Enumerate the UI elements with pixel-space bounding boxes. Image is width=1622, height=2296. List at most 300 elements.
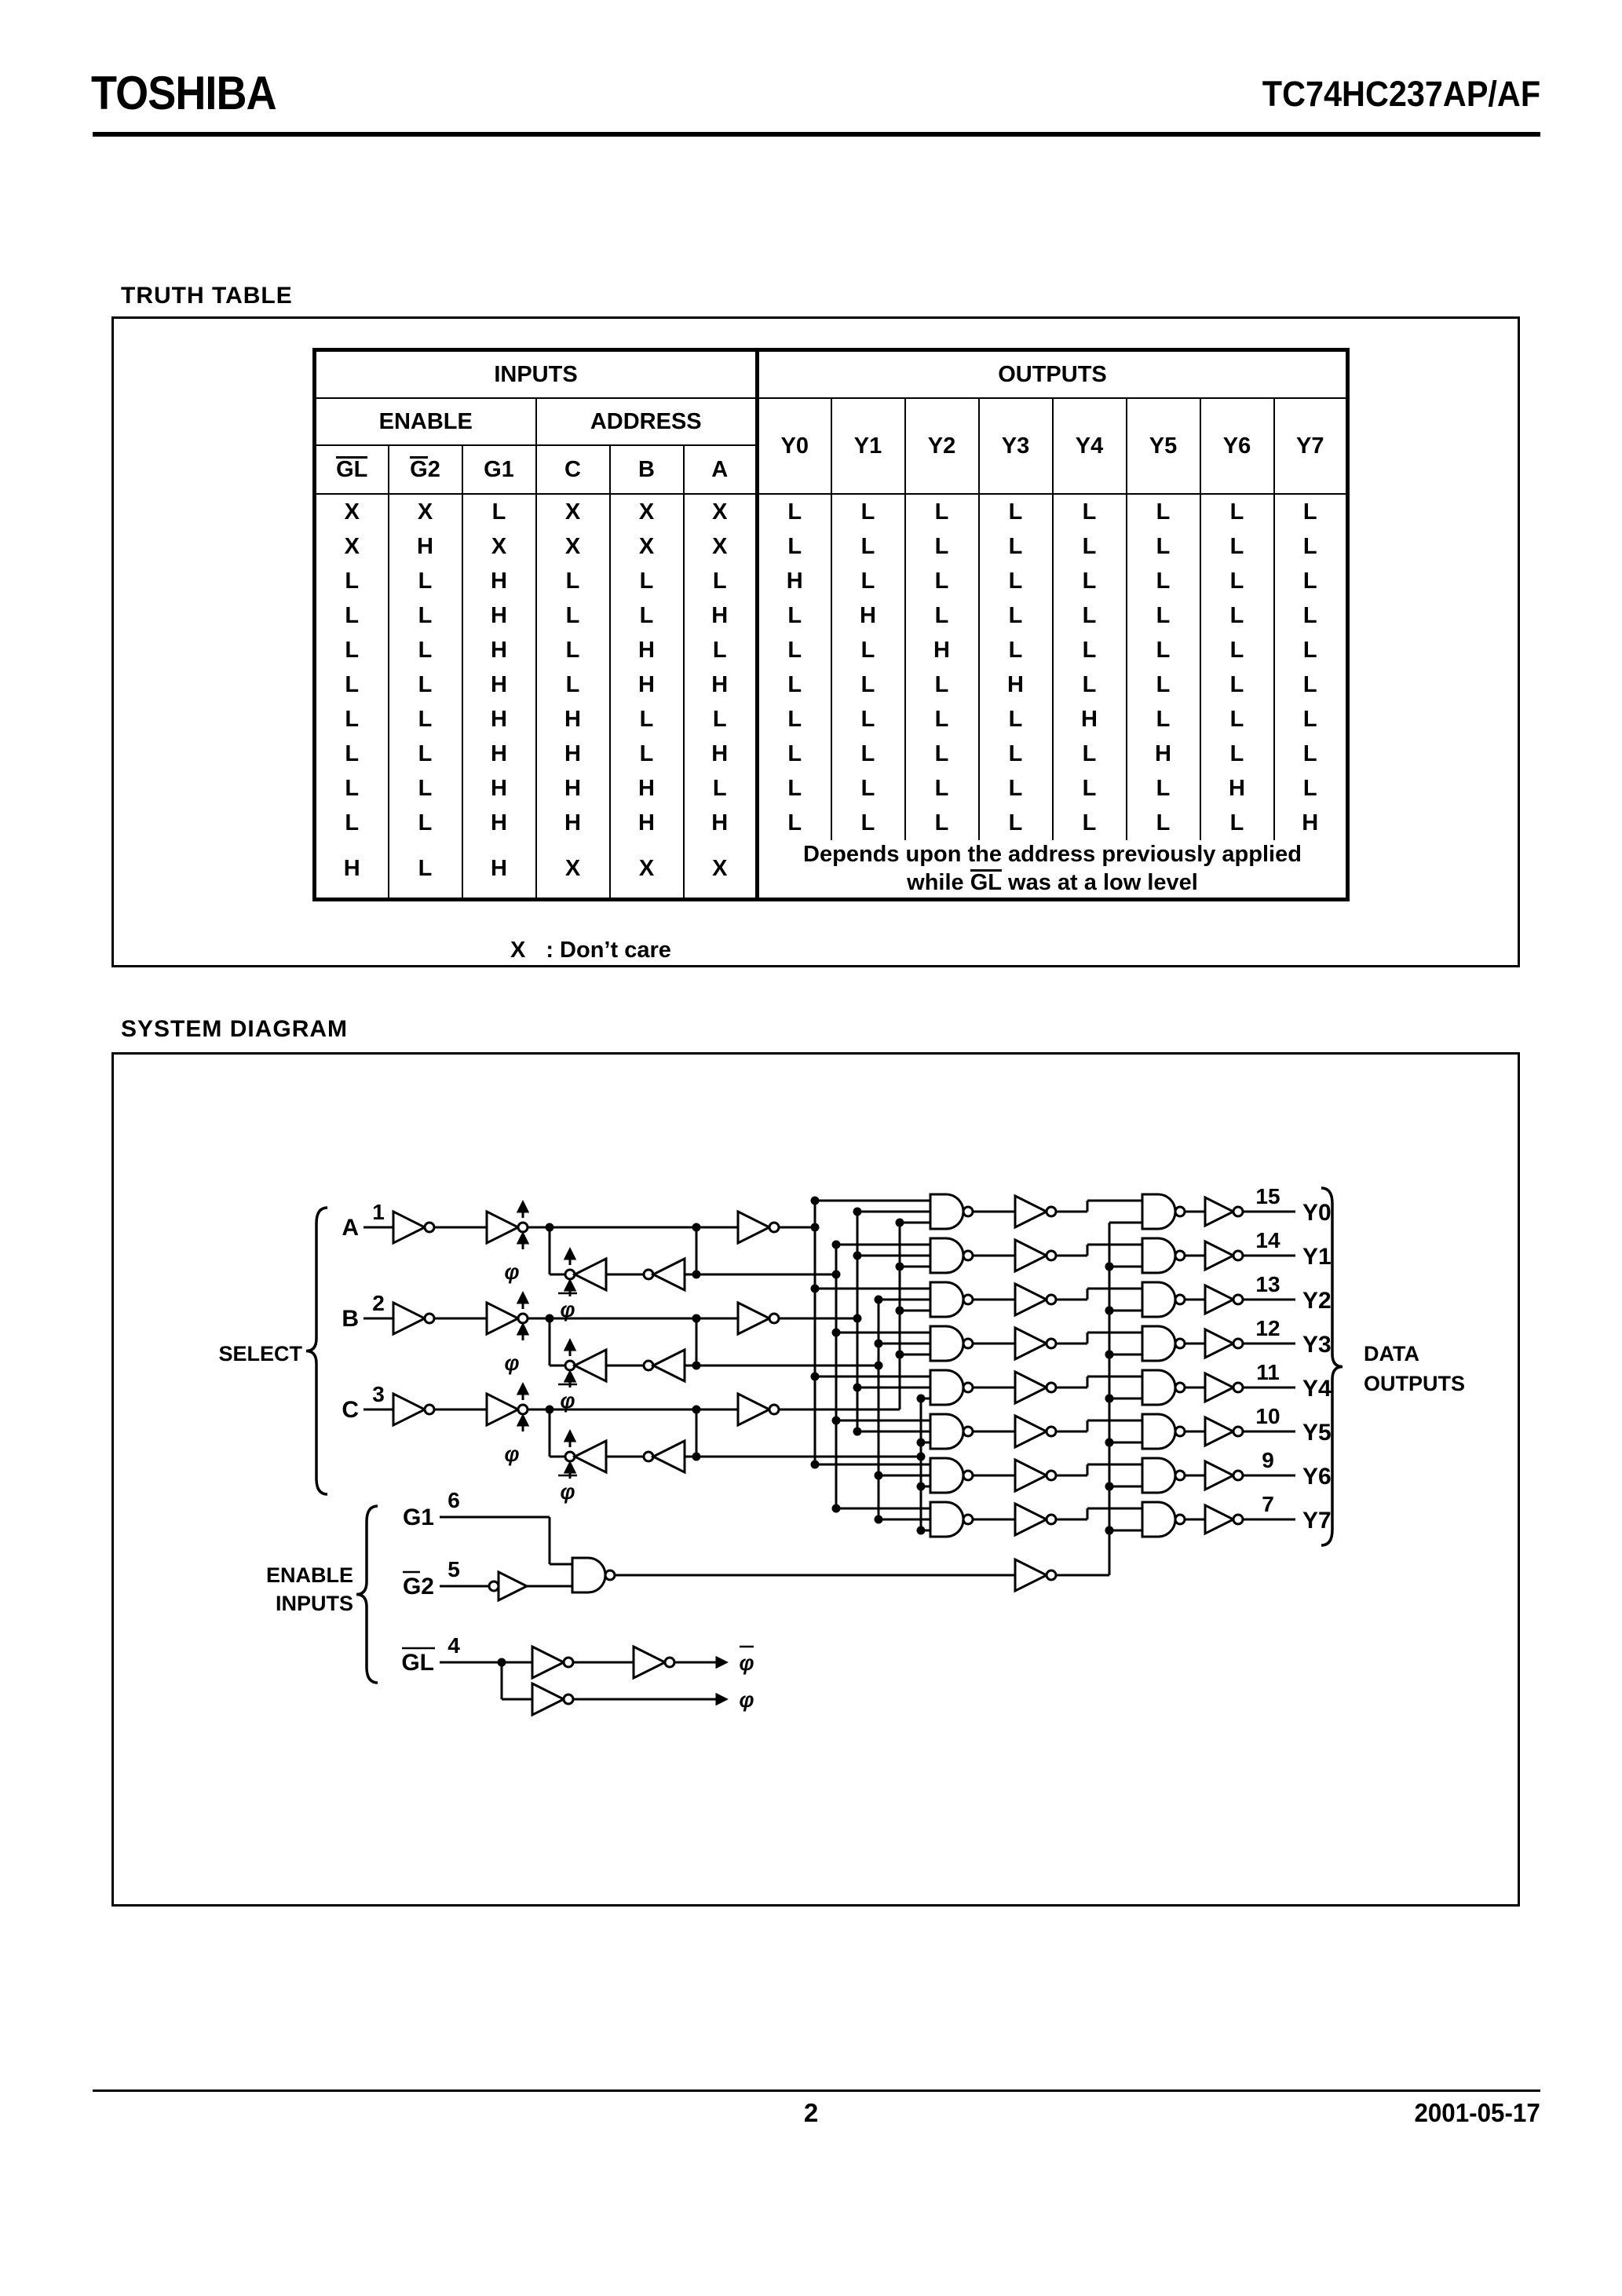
truth-table-cell: L (758, 494, 831, 529)
decode-nand-gate (930, 1238, 973, 1273)
truth-table-cell: L (979, 494, 1053, 529)
truth-table-cell: H (462, 667, 536, 702)
junction-dot (811, 1197, 820, 1205)
latch-inverter-gate (644, 1350, 685, 1381)
inverter-gate (1015, 1196, 1056, 1227)
g2-overline-label: G (410, 457, 428, 482)
pin-number: 1 (372, 1200, 385, 1224)
truth-table-cell: H (462, 598, 536, 633)
truth-table-cell: L (979, 564, 1053, 598)
truth-table-cell: L (610, 598, 684, 633)
truth-table-cell: L (905, 771, 979, 806)
truth-table-cell: L (1127, 806, 1200, 840)
truth-table-cell: L (979, 702, 1053, 737)
truth-table-cell: L (979, 598, 1053, 633)
truth-table-cell: X (684, 529, 758, 564)
junction-dot (875, 1340, 883, 1348)
truth-table-cell: L (1053, 633, 1127, 667)
truth-table-cell: L (536, 667, 610, 702)
inverter-gate (393, 1212, 434, 1243)
col-header-gl (315, 445, 389, 494)
phi-bar-label: φ (560, 1480, 575, 1504)
output-pin-number: 9 (1262, 1448, 1274, 1472)
output-nand-gate (1142, 1194, 1185, 1229)
truth-table-cell: L (758, 598, 831, 633)
junction-dot (1105, 1307, 1114, 1315)
output-nand-gate (1142, 1370, 1185, 1405)
truth-table-cell: H (684, 737, 758, 771)
truth-table-cell: X (462, 529, 536, 564)
output-nand-gate (1142, 1326, 1185, 1361)
latch-clocked-inverter-gate (565, 1342, 606, 1387)
truth-table-cell: H (536, 737, 610, 771)
truth-table-cell: L (1200, 667, 1274, 702)
truth-table-cell: H (684, 806, 758, 840)
outputs-header: OUTPUTS (758, 350, 1348, 399)
inverter-gate (1015, 1328, 1056, 1359)
truth-table-cell: L (831, 633, 905, 667)
truth-table-cell: X (315, 494, 389, 529)
table-row (315, 702, 1348, 737)
truth-table-cell: L (462, 494, 536, 529)
junction-dot (832, 1241, 841, 1249)
col-header-y4: Y4 (1053, 398, 1127, 494)
pin-number: 2 (372, 1291, 385, 1315)
junction-dot (875, 1296, 883, 1304)
enable-group-label-2: INPUTS (275, 1592, 353, 1615)
gl-overline-label: GL (336, 457, 368, 482)
truth-table-cell: L (831, 702, 905, 737)
truth-table-cell: L (1200, 633, 1274, 667)
truth-table-cell: L (315, 806, 389, 840)
junction-dot (811, 1373, 820, 1381)
truth-table (312, 348, 1350, 901)
truth-table-cell: H (1127, 737, 1200, 771)
truth-table-cell: L (389, 564, 462, 598)
junction-dot (832, 1270, 841, 1279)
truth-table-cell: L (315, 702, 389, 737)
truth-table-cell: L (610, 702, 684, 737)
inverter-gate (1015, 1372, 1056, 1403)
phi-label: φ (504, 1260, 520, 1284)
col-header-y5: Y5 (1127, 398, 1200, 494)
table-row (315, 494, 1348, 529)
phi-bar-label: φ (560, 1298, 575, 1322)
truth-table-cell: H (389, 529, 462, 564)
junction-dot (853, 1252, 862, 1260)
decode-nand-gate (930, 1194, 973, 1229)
truth-table-cell: L (905, 598, 979, 633)
data-outputs-label-1: DATA (1364, 1342, 1419, 1366)
junction-dot (1105, 1351, 1114, 1359)
header-rule (93, 132, 1540, 137)
truth-table-cell: H (610, 667, 684, 702)
truth-table-cell: L (905, 564, 979, 598)
output-inverter-gate (1205, 1461, 1243, 1490)
gl-input-label: GL (401, 1650, 434, 1676)
phi-bar-output-label: φ (739, 1651, 754, 1675)
latch-clocked-inverter-gate (565, 1433, 606, 1479)
output-pin-number: 12 (1255, 1316, 1280, 1340)
truth-table-cell: H (979, 667, 1053, 702)
inverter-gate (1015, 1504, 1056, 1535)
inverter-gate (1015, 1460, 1056, 1491)
truth-table-cell: L (684, 771, 758, 806)
junction-dot (853, 1384, 862, 1392)
table-row (315, 564, 1348, 598)
inverter-gate (634, 1647, 674, 1678)
truth-table-cell: L (979, 633, 1053, 667)
output-label: Y4 (1302, 1376, 1332, 1402)
truth-table-cell: H (610, 633, 684, 667)
junction-dot (832, 1417, 841, 1425)
truth-table-cell: H (1274, 806, 1348, 840)
footnote-text: : Don’t care (546, 938, 671, 963)
decode-nand-gate (930, 1282, 973, 1317)
phi-output-label: φ (739, 1688, 754, 1712)
junction-dot (498, 1658, 506, 1667)
output-nand-gate (1142, 1458, 1185, 1493)
junction-dot (1105, 1526, 1114, 1535)
col-header-b: B (610, 445, 684, 494)
truth-table-cell: L (831, 667, 905, 702)
clocked-inverter-gate (487, 1386, 528, 1431)
junction-dot (917, 1439, 926, 1447)
truth-table-cell: L (389, 840, 462, 899)
truth-table-cell: L (979, 806, 1053, 840)
junction-dot (1105, 1483, 1114, 1491)
truth-table-cell: L (1127, 633, 1200, 667)
junction-dot (853, 1314, 862, 1323)
data-outputs-label-2: OUTPUTS (1364, 1372, 1466, 1395)
col-header-y0: Y0 (758, 398, 831, 494)
truth-table-cell: L (758, 667, 831, 702)
output-pin-number: 13 (1255, 1272, 1280, 1296)
truth-table-cell: L (1274, 737, 1348, 771)
output-inverter-gate (1205, 1285, 1243, 1314)
truth-table-cell: L (315, 564, 389, 598)
junction-dot (832, 1504, 841, 1513)
truth-table-cell: L (905, 667, 979, 702)
clocked-inverter-gate (487, 1295, 528, 1340)
table-row (315, 806, 1348, 840)
truth-table-cell: X (684, 494, 758, 529)
truth-table-cell: L (905, 702, 979, 737)
junction-dot (875, 1472, 883, 1480)
truth-table-cell: L (758, 806, 831, 840)
truth-table-cell: L (758, 702, 831, 737)
truth-table-cell: L (758, 633, 831, 667)
inputs-header: INPUTS (315, 350, 758, 399)
truth-table-cell: L (315, 633, 389, 667)
truth-table-cell: H (462, 806, 536, 840)
table-header-row (315, 350, 1348, 399)
pin-number: 3 (372, 1382, 385, 1406)
enable-group-label-1: ENABLE (265, 1563, 353, 1587)
truth-table-cell: L (1200, 529, 1274, 564)
latch-inverter-gate (644, 1441, 685, 1472)
truth-table-cell: H (462, 702, 536, 737)
decode-nand-gate (930, 1458, 973, 1493)
latch-inverter-gate (644, 1259, 685, 1290)
clocked-inverter-gate (487, 1204, 528, 1249)
truth-table-cell: L (1274, 598, 1348, 633)
select-input-label: A (342, 1215, 359, 1241)
truth-table-cell: H (1200, 771, 1274, 806)
truth-table-cell: L (1200, 702, 1274, 737)
output-nand-gate (1142, 1502, 1185, 1537)
junction-dot (917, 1453, 926, 1461)
truth-table-cell: L (905, 737, 979, 771)
truth-table-cell: L (536, 564, 610, 598)
table-row (315, 737, 1348, 771)
output-inverter-gate (1205, 1373, 1243, 1402)
col-header-y1: Y1 (831, 398, 905, 494)
junction-dot (546, 1406, 554, 1414)
data-outputs-brace (1321, 1188, 1343, 1545)
junction-dot (811, 1285, 820, 1293)
truth-table-cell: L (1127, 702, 1200, 737)
truth-table-cell: L (1127, 598, 1200, 633)
truth-table-cell: L (905, 529, 979, 564)
truth-table-cell: X (610, 840, 684, 899)
junction-dot (692, 1223, 701, 1232)
truth-table-cell: H (831, 598, 905, 633)
buffer-inverter-gate (738, 1394, 779, 1425)
truth-table-cell: L (758, 771, 831, 806)
output-pin-number: 14 (1255, 1228, 1280, 1252)
junction-dot (692, 1270, 701, 1279)
output-inverter-gate (1205, 1329, 1243, 1358)
junction-dot (692, 1314, 701, 1323)
truth-table-cell: L (315, 771, 389, 806)
truth-table-cell: L (831, 771, 905, 806)
truth-table-cell: X (389, 494, 462, 529)
junction-dot (896, 1219, 904, 1227)
inverter-gate (393, 1394, 434, 1425)
pin-number: 4 (448, 1633, 460, 1658)
truth-table-wrap (312, 348, 1350, 901)
enable-nand-gate (572, 1558, 615, 1592)
output-pin-number: 7 (1262, 1492, 1274, 1516)
truth-table-cell: H (684, 667, 758, 702)
truth-table-cell: H (462, 840, 536, 899)
part-number: TC74HC237AP/AF (1262, 74, 1540, 114)
truth-table-cell: H (536, 702, 610, 737)
junction-dot (1105, 1263, 1114, 1271)
dont-care-footnote (510, 938, 671, 963)
system-diagram-box (111, 1052, 1520, 1907)
junction-dot (692, 1406, 701, 1414)
truth-table-cell: L (1274, 564, 1348, 598)
col-header-c: C (536, 445, 610, 494)
truth-table-cell: L (1053, 529, 1127, 564)
g2-label-rest: 2 (427, 457, 440, 482)
junction-dot (692, 1453, 701, 1461)
system-diagram (114, 1055, 1513, 1899)
truth-table-cell: L (1053, 737, 1127, 771)
latch-note-cell: Depends upon the address previously applied while GL was at a low level (758, 840, 1348, 899)
latch-clocked-inverter-gate (565, 1251, 606, 1296)
output-nand-gate (1142, 1414, 1185, 1449)
phi-label: φ (504, 1351, 520, 1375)
truth-table-cell: L (979, 771, 1053, 806)
truth-table-cell: H (536, 806, 610, 840)
truth-table-cell: X (684, 840, 758, 899)
output-nand-gate (1142, 1238, 1185, 1273)
phi-bar-label: φ (560, 1389, 575, 1413)
output-label: Y6 (1302, 1464, 1332, 1490)
col-header-y3: Y3 (979, 398, 1053, 494)
g2-input-label: G2 (402, 1574, 434, 1600)
truth-table-cell: L (389, 702, 462, 737)
truth-table-cell: H (462, 564, 536, 598)
junction-dot (546, 1223, 554, 1232)
truth-table-cell: L (536, 598, 610, 633)
truth-table-cell: L (1053, 667, 1127, 702)
decode-nand-gate (930, 1326, 973, 1361)
truth-table-cell: L (389, 737, 462, 771)
output-label: Y3 (1302, 1332, 1332, 1358)
output-label: Y5 (1302, 1420, 1332, 1446)
truth-table-cell: L (1053, 806, 1127, 840)
decode-nand-gate (930, 1502, 973, 1537)
junction-dot (853, 1428, 862, 1436)
junction-dot (896, 1351, 904, 1359)
truth-table-cell: L (831, 529, 905, 564)
truth-table-cell: L (1053, 564, 1127, 598)
output-inverter-gate (1205, 1505, 1243, 1534)
junction-dot (546, 1314, 554, 1323)
truth-table-cell: L (1200, 598, 1274, 633)
table-row (315, 667, 1348, 702)
junction-dot (875, 1515, 883, 1524)
truth-table-cell: L (684, 564, 758, 598)
col-header-y2: Y2 (905, 398, 979, 494)
junction-dot (875, 1362, 883, 1370)
truth-table-cell: L (831, 806, 905, 840)
truth-table-cell: L (831, 564, 905, 598)
table-header-row (315, 398, 1348, 445)
truth-table-cell: H (462, 737, 536, 771)
junction-dot (832, 1329, 841, 1337)
junction-dot (1105, 1439, 1114, 1447)
truth-table-cell: L (1127, 667, 1200, 702)
truth-table-cell: L (1127, 771, 1200, 806)
truth-table-cell: L (1127, 529, 1200, 564)
truth-table-cell: L (1053, 494, 1127, 529)
truth-table-cell: L (1274, 667, 1348, 702)
truth-table-cell: L (684, 702, 758, 737)
output-label: Y7 (1302, 1508, 1332, 1534)
page-number: 2 (803, 2098, 819, 2127)
buffer-inverter-gate (738, 1212, 779, 1243)
truth-table-cell: L (610, 564, 684, 598)
select-brace (306, 1208, 327, 1494)
inverter-gate (532, 1647, 573, 1678)
select-group-label: SELECT (218, 1342, 302, 1366)
junction-dot (811, 1223, 820, 1232)
truth-table-cell: L (315, 667, 389, 702)
col-header-g1: G1 (462, 445, 536, 494)
truth-table-cell: L (758, 737, 831, 771)
truth-table-cell: L (1200, 494, 1274, 529)
junction-dot (896, 1263, 904, 1271)
footer-date: 2001-05-17 (1414, 2098, 1540, 2127)
phi-label: φ (504, 1442, 520, 1466)
truth-table-cell: H (536, 771, 610, 806)
truth-table-cell: X (536, 840, 610, 899)
truth-table-cell: L (979, 529, 1053, 564)
truth-table-cell: L (389, 598, 462, 633)
truth-table-cell: L (1274, 771, 1348, 806)
footer-rule (93, 2089, 1540, 2092)
decode-nand-gate (930, 1370, 973, 1405)
pin-number: 6 (448, 1488, 460, 1512)
truth-table-cell: H (758, 564, 831, 598)
output-label: Y2 (1302, 1288, 1332, 1314)
system-diagram-title: SYSTEM DIAGRAM (121, 1016, 349, 1042)
output-pin-number: 15 (1255, 1184, 1280, 1208)
inverter-gate (1015, 1416, 1056, 1447)
truth-table-cell: H (905, 633, 979, 667)
select-input-label: C (342, 1397, 359, 1423)
junction-dot (917, 1526, 926, 1535)
enable-inputs-brace (356, 1506, 378, 1683)
truth-table-cell: L (905, 806, 979, 840)
truth-table-title: TRUTH TABLE (121, 283, 293, 309)
junction-dot (917, 1483, 926, 1491)
truth-table-cell: H (610, 806, 684, 840)
output-pin-number: 11 (1256, 1360, 1280, 1384)
truth-table-cell: L (1053, 771, 1127, 806)
truth-table-cell: L (1274, 702, 1348, 737)
truth-table-cell: L (831, 737, 905, 771)
table-row (315, 633, 1348, 667)
truth-table-cell: X (315, 529, 389, 564)
truth-table-cell: L (758, 529, 831, 564)
inverter-gate (393, 1303, 434, 1334)
inverter-gate (532, 1684, 573, 1715)
address-header: ADDRESS (536, 398, 758, 445)
truth-table-cell: L (1200, 806, 1274, 840)
truth-table-cell: L (684, 633, 758, 667)
truth-table-cell: L (389, 806, 462, 840)
output-inverter-gate (1205, 1241, 1243, 1270)
truth-table-cell: H (462, 771, 536, 806)
truth-table-cell: L (1127, 564, 1200, 598)
table-row-latch (315, 840, 1348, 899)
junction-dot (853, 1208, 862, 1216)
input-inverter-gate (489, 1572, 527, 1600)
truth-table-cell: L (389, 771, 462, 806)
junction-dot (1105, 1395, 1114, 1403)
junction-dot (917, 1395, 926, 1403)
output-inverter-gate (1205, 1197, 1243, 1226)
truth-table-cell: L (979, 737, 1053, 771)
junction-dot (811, 1461, 820, 1469)
col-header-y6: Y6 (1200, 398, 1274, 494)
truth-table-cell: L (1200, 564, 1274, 598)
decode-nand-gate (930, 1414, 973, 1449)
footnote-x: X (510, 938, 526, 963)
inverter-gate (1015, 1559, 1056, 1591)
truth-table-cell: L (536, 633, 610, 667)
truth-table-box (111, 316, 1520, 967)
truth-table-cell: X (610, 494, 684, 529)
truth-table-cell: X (610, 529, 684, 564)
junction-dot (896, 1307, 904, 1315)
